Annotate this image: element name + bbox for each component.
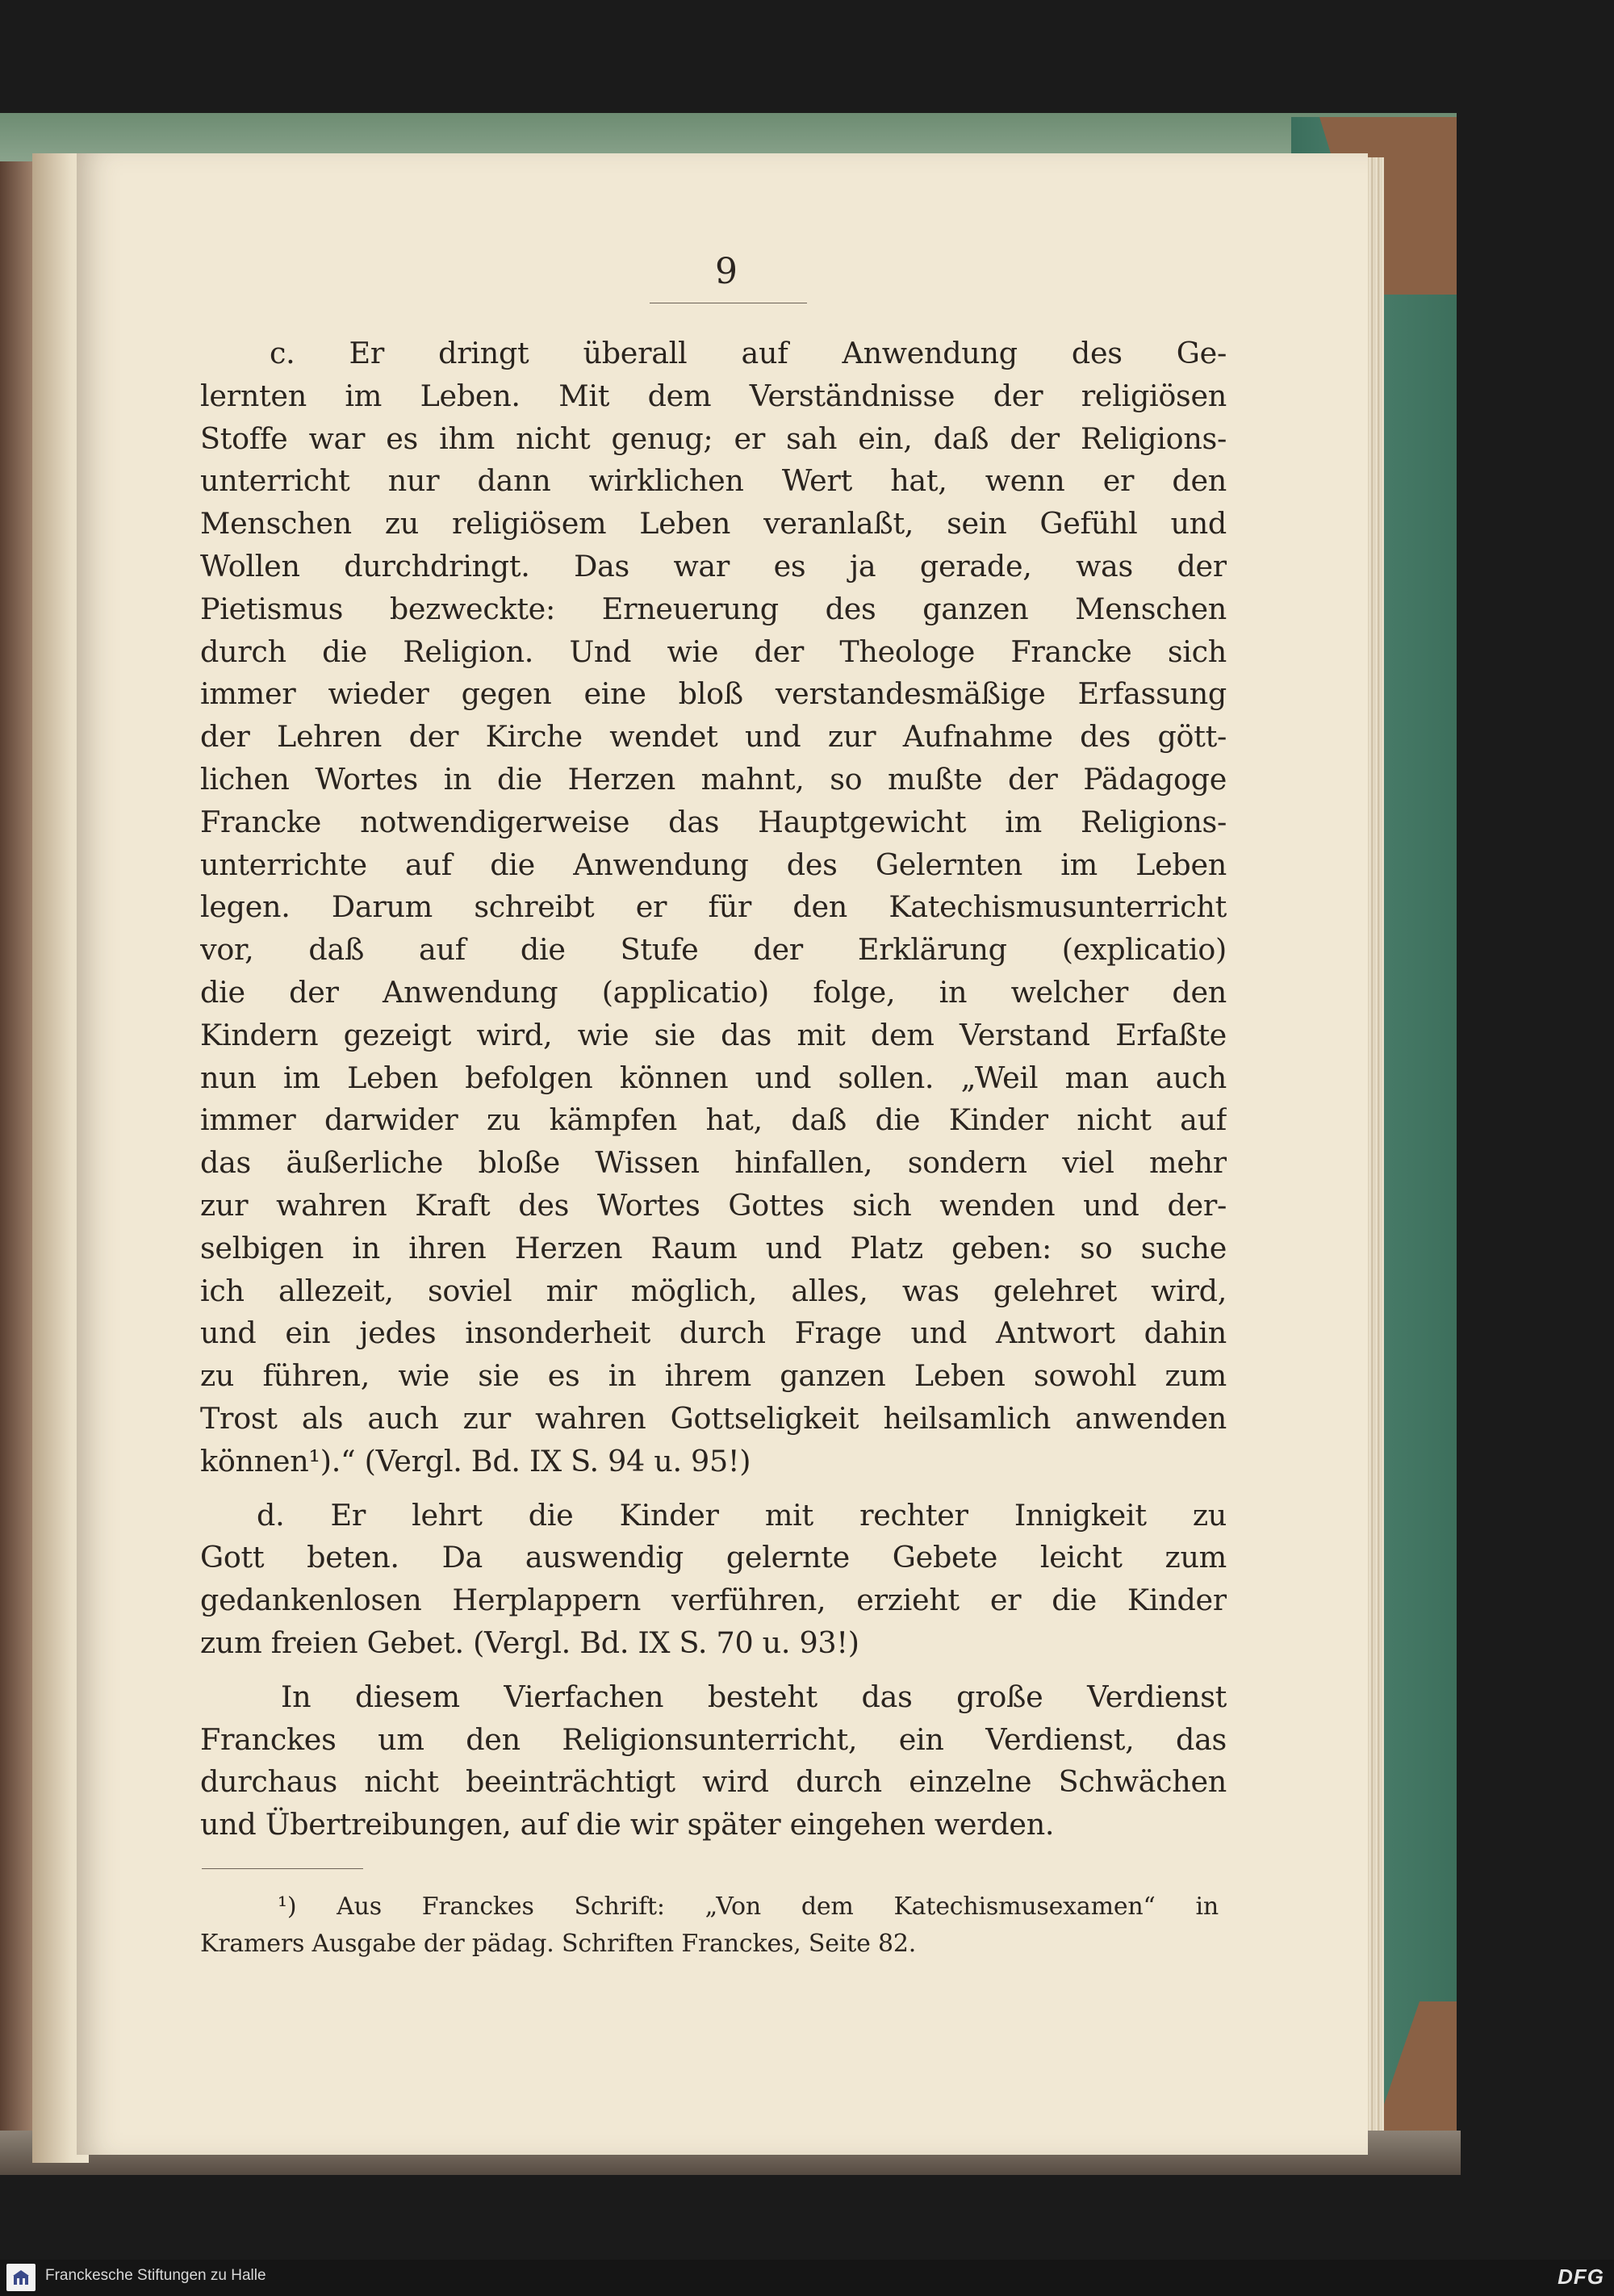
text-line: Wollen durchdringt. Das war es ja gerade, was der: [200, 548, 1227, 583]
text-line: c. Er dringt überall auf Anwendung des Ge-: [270, 336, 1227, 370]
text-line: Stoffe war es ihm nicht genug; er sah ein, daß der Religions-: [200, 420, 1227, 456]
text-line: ich allezeit, soviel mir möglich, alles, was gelehret wird,: [200, 1273, 1227, 1308]
text-line: und ein jedes insonderheit durch Frage und Antwort dahin: [200, 1315, 1227, 1351]
text-line: Kindern gezeigt wird, wie sie das mit dem Verstand Erfaßte: [200, 1017, 1227, 1052]
text-line: Gott beten. Da auswendig gelernte Gebete leicht zum: [200, 1540, 1227, 1575]
text-line: können¹).“ (Vergl. Bd. IX S. 94 u. 95!): [200, 1443, 751, 1478]
paragraph-conclusion: [200, 1676, 1227, 1846]
text-line: durch die Religion. Und wie der Theologe Francke sich: [200, 634, 1227, 669]
text-line: zum freien Gebet. (Vergl. Bd. IX S. 70 u. 93!): [200, 1625, 859, 1660]
text-line: lichen Wortes in die Herzen mahnt, so mußte der Pädagoge: [200, 761, 1227, 797]
institution-emblem-icon: [6, 2264, 36, 2291]
text-line: durchaus nicht beeinträchtigt wird durch einzelne Schwächen: [200, 1764, 1227, 1800]
text-line: vor, daß auf die Stufe der Erklärung (explicatio): [200, 932, 1227, 968]
footnotes: [200, 1888, 1219, 1963]
text-line: Franckes um den Religionsunterricht, ein Verdienst, das: [200, 1721, 1227, 1757]
page-number: 9: [715, 251, 738, 292]
paragraph-c: [200, 332, 1227, 1483]
text-line: unterricht nur dann wirklichen Wert hat, wenn er den: [200, 463, 1227, 499]
text-line: zur wahren Kraft des Wortes Gottes sich wenden und der-: [200, 1187, 1227, 1223]
text-line: selbigen in ihren Herzen Raum und Platz geben: so suche: [200, 1230, 1227, 1265]
footnote-rule: [202, 1868, 363, 1869]
institution-label: Franckesche Stiftungen zu Halle: [45, 2267, 266, 2284]
text-line: Francke notwendigerweise das Hauptgewicht im Religions-: [200, 804, 1227, 839]
text-line: unterrichte auf die Anwendung des Gelernten im Leben: [200, 847, 1227, 882]
text-line: das äußerliche bloße Wissen hinfallen, sondern viel mehr: [200, 1145, 1227, 1181]
text-line: legen. Darum schreibt er für den Katechismusunterricht: [200, 889, 1227, 925]
text-line: immer darwider zu kämpfen hat, daß die Kinder nicht auf: [200, 1102, 1227, 1138]
footnote-line: Kramers Ausgabe der pädag. Schriften Franckes, Seite 82.: [200, 1930, 917, 1958]
text-line: nun im Leben befolgen können und sollen. „Weil man auch: [200, 1060, 1227, 1095]
text-line: Menschen zu religiösem Leben veranlaßt, sein Gefühl und: [200, 506, 1227, 542]
text-line: lernten im Leben. Mit dem Verständnisse der religiösen: [200, 378, 1227, 413]
text-line: die der Anwendung (applicatio) folge, in welcher den: [200, 974, 1227, 1010]
text-line: der Lehren der Kirche wendet und zur Aufnahme des gött-: [200, 719, 1227, 755]
text-line: und Übertreibungen, auf die wir später eingehen werden.: [200, 1807, 1055, 1842]
main-text: [200, 332, 1227, 1846]
paragraph-d: [200, 1495, 1227, 1665]
text-line: Pietismus bezweckte: Erneuerung des ganzen Menschen: [200, 591, 1227, 626]
text-line: In diesem Vierfachen besteht das große Verdienst: [281, 1679, 1227, 1714]
footnote-line: ¹) Aus Franckes Schrift: „Von dem Katechismusexamen“ in: [278, 1892, 1219, 1921]
text-line: zu führen, wie sie es in ihrem ganzen Leben sowohl zum: [200, 1358, 1227, 1394]
text-line: d. Er lehrt die Kinder mit rechter Innigkeit zu: [257, 1497, 1227, 1533]
dfg-logo: DFG: [1558, 2265, 1604, 2289]
archive-footer: [0, 2260, 1614, 2296]
text-line: Trost als auch zur wahren Gottseligkeit heilsamlich anwenden: [200, 1400, 1227, 1436]
text-line: immer wieder gegen eine bloß verstandesmäßige Erfassung: [200, 676, 1227, 712]
text-line: gedankenlosen Herplappern verführen, erzieht er die Kinder: [200, 1583, 1227, 1618]
